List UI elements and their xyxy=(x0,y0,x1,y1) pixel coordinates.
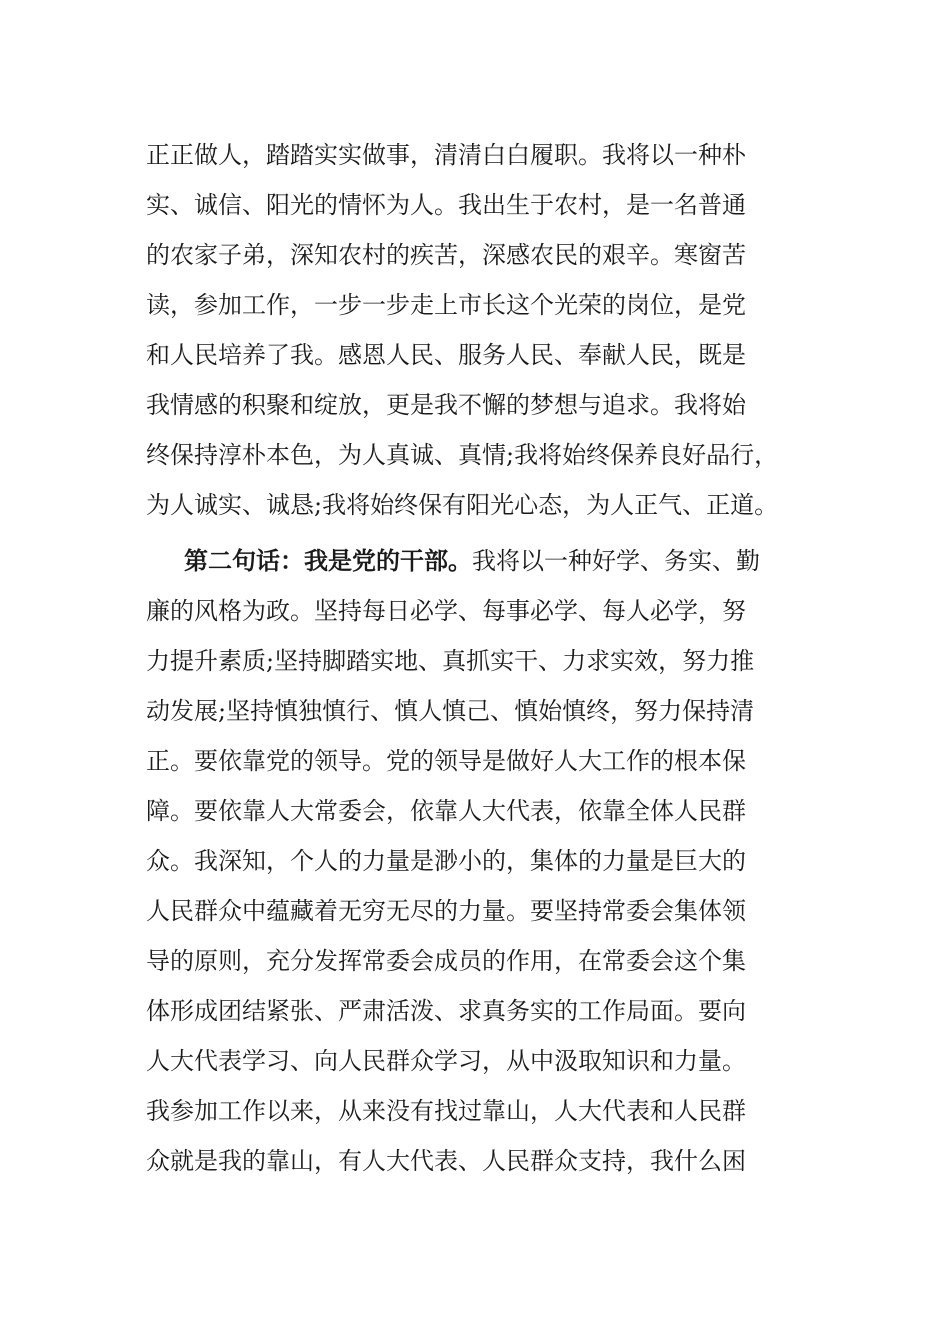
paragraph-1 xyxy=(146,130,818,530)
text-line: 读，参加工作，一步一步走上市长这个光荣的岗位，是党 xyxy=(146,291,746,319)
text-line: 和人民培养了我。感恩人民、服务人民、奉献人民，既是 xyxy=(146,341,746,369)
text-line: 为人诚实、诚恳;我将始终保有阳光心态，为人正气、正道。 xyxy=(146,491,779,519)
text-line: 人大代表学习、向人民群众学习，从中汲取知识和力量。 xyxy=(146,1047,746,1075)
text-line: 体形成团结紧张、严肃活泼、求真务实的工作局面。要向 xyxy=(146,997,746,1025)
text-line: 实、诚信、阳光的情怀为人。我出生于农村，是一名普通 xyxy=(146,191,746,219)
paragraph-first-line xyxy=(146,536,818,586)
text-run: 我将以一种好学、务实、勤 xyxy=(472,547,760,575)
text-line: 力提升素质;坚持脚踏实地、真抓实干、力求实效，努力推 xyxy=(146,647,755,675)
text-line: 终保持淳朴本色，为人真诚、真情;我将始终保养良好品行， xyxy=(146,441,779,469)
text-line: 我情感的积聚和绽放，更是我不懈的梦想与追求。我将始 xyxy=(146,391,746,419)
text-line: 正正做人，踏踏实实做事，清清白白履职。我将以一种朴 xyxy=(146,141,746,169)
paragraph-2 xyxy=(146,536,818,1186)
text-line: 障。要依靠人大常委会，依靠人大代表，依靠全体人民群 xyxy=(146,797,746,825)
text-line: 动发展;坚持慎独慎行、慎人慎己、慎始慎终，努力保持清 xyxy=(146,697,755,725)
text-line: 我参加工作以来，从来没有找过靠山，人大代表和人民群 xyxy=(146,1097,746,1125)
text-line: 导的原则，充分发挥常委会成员的作用，在常委会这个集 xyxy=(146,947,746,975)
text-line: 廉的风格为政。坚持每日必学、每事必学、每人必学，努 xyxy=(146,597,746,625)
text-line: 众就是我的靠山，有人大代表、人民群众支持，我什么困 xyxy=(146,1147,746,1175)
text-line: 人民群众中蕴藏着无穷无尽的力量。要坚持常委会集体领 xyxy=(146,897,746,925)
text-line: 的农家子弟，深知农村的疾苦，深感农民的艰辛。寒窗苦 xyxy=(146,241,746,269)
text-line: 正。要依靠党的领导。党的领导是做好人大工作的根本保 xyxy=(146,747,746,775)
section-heading: 第二句话：我是党的干部。 xyxy=(184,547,472,575)
text-line: 众。我深知，个人的力量是渺小的，集体的力量是巨大的 xyxy=(146,847,746,875)
